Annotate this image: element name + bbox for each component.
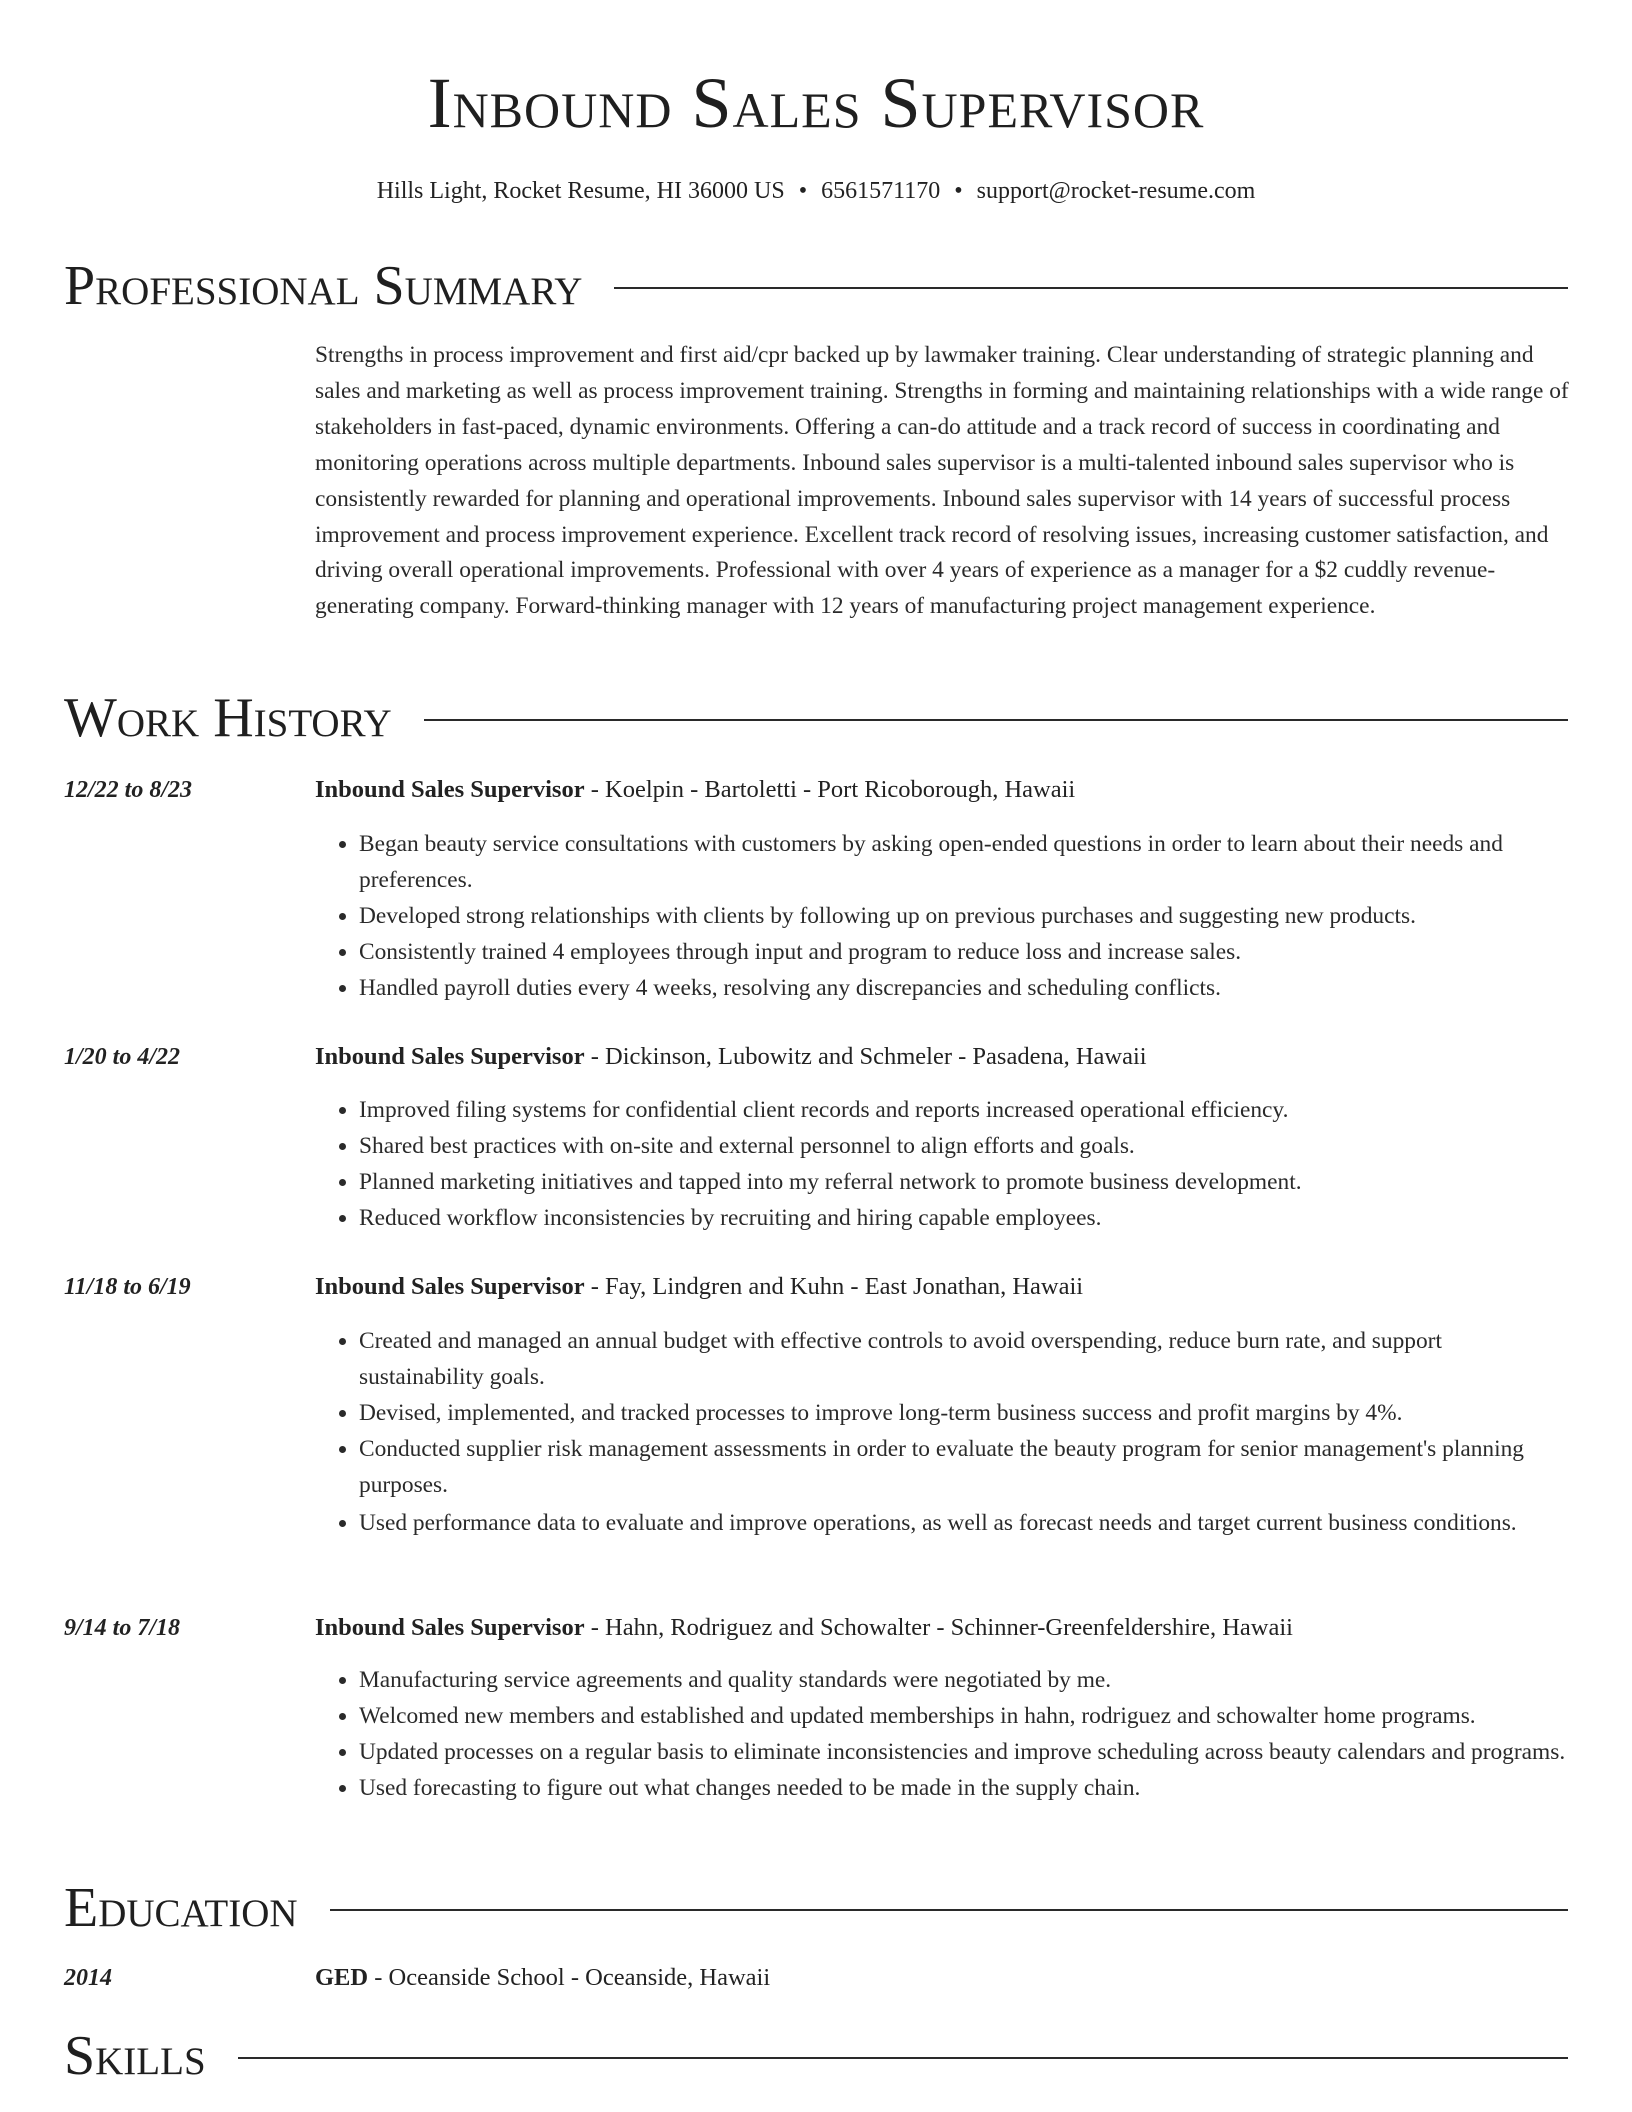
section-work-history bbox=[64, 686, 1568, 750]
job-dates: 11/18 to 6/19 bbox=[64, 1274, 191, 1300]
list-item: • Manufacturing service agreements and quality standards were negotiated by me. bbox=[359, 1663, 1570, 1699]
list-item: • Conducted supplier risk management assessments in order to evaluate the beauty program for senior management's planning purposes. bbox=[359, 1432, 1570, 1504]
job-bullets bbox=[315, 1093, 1570, 1237]
section-title: Education bbox=[64, 1877, 298, 1939]
section-professional-summary bbox=[64, 254, 1568, 318]
job-dates: 9/14 to 7/18 bbox=[64, 1615, 181, 1641]
list-item: • Developed strong relationships with clients by following up on previous purchases and suggesting new products. bbox=[359, 899, 1570, 935]
job-heading bbox=[315, 1270, 1083, 1304]
separator: • bbox=[798, 178, 808, 204]
list-item: • Used forecasting to figure out what changes needed to be made in the supply chain. bbox=[359, 1771, 1570, 1807]
list-item: • Used performance data to evaluate and improve operations, as well as forecast needs and target current business conditions. bbox=[359, 1506, 1570, 1542]
job-heading bbox=[315, 773, 1075, 807]
job-heading bbox=[315, 1611, 1293, 1645]
section-skills bbox=[64, 2024, 1568, 2088]
address: Hills Light, Rocket Resume, HI 36000 US bbox=[376, 178, 785, 204]
list-item: • Shared best practices with on-site and external personnel to align efforts and goals. bbox=[359, 1129, 1570, 1165]
resume-name: Inbound Sales Supervisor bbox=[427, 63, 1205, 143]
separator: • bbox=[954, 178, 963, 204]
email: support@rocket-resume.com bbox=[976, 178, 1256, 204]
section-divider bbox=[238, 2057, 1568, 2059]
job-bullets bbox=[315, 827, 1570, 1007]
phone: 6561571170 bbox=[821, 178, 941, 204]
job-details: - Fay, Lindgren and Kuhn - East Jonathan, Hawaii bbox=[584, 1273, 1084, 1300]
job-dates: 1/20 to 4/22 bbox=[64, 1044, 181, 1070]
job-details: - Hahn, Rodriguez and Schowalter - Schinner-Greenfeldershire, Hawaii bbox=[584, 1614, 1293, 1641]
job-bullets bbox=[315, 1663, 1570, 1807]
section-divider bbox=[424, 719, 1568, 721]
job-bullets bbox=[315, 1324, 1570, 1541]
list-item: • Handled payroll duties every 4 weeks, resolving any discrepancies and scheduling conflicts. bbox=[359, 971, 1570, 1007]
list-item: • Created and managed an annual budget with effective controls to avoid overspending, reduce burn rate, and support sustainability goals. bbox=[359, 1324, 1570, 1396]
list-item: • Consistently trained 4 employees through input and program to reduce loss and increase sales. bbox=[359, 935, 1570, 971]
section-title: Work History bbox=[64, 687, 392, 749]
job-details: - Dickinson, Lubowitz and Schmeler - Pasadena, Hawaii bbox=[584, 1043, 1147, 1070]
section-education bbox=[64, 1876, 1568, 1940]
summary-text: Strengths in process improvement and first aid/cpr backed up by lawmaker training. Clear understanding of strategic planning and sales and marketing as well as process improvement training. Strengths in forming and maintaining relationships with a wide range of stakeholders in fast-paced, dynamic environments. Offering a can-do attitude and a track record of success in coordinating and monitoring operations across multiple departments. Inbound sales supervisor is a multi-talented inbound sales supervisor who is consistently rewarded for planning and operational improvements. Inbound sales supervisor with 14 years of successful process improvement and process improvement experience. Excellent track record of resolving issues, increasing customer satisfaction, and driving overall operational improvements. Professional with over 4 years of experience as a manager for a $2 cuddly revenue-generating company. Forward-thinking manager with 12 years of manufacturing project management experience. bbox=[315, 342, 1569, 620]
section-title: Professional Summary bbox=[64, 255, 583, 317]
contact-line bbox=[0, 174, 1632, 208]
job-role: Inbound Sales Supervisor bbox=[315, 1273, 585, 1300]
list-item: • Updated processes on a regular basis to eliminate inconsistencies and improve scheduling across beauty calendars and programs. bbox=[359, 1735, 1570, 1771]
list-item: • Began beauty service consultations with customers by asking open-ended questions in order to learn about their needs and preferences. bbox=[359, 827, 1570, 899]
section-divider bbox=[330, 1909, 1568, 1911]
section-divider bbox=[614, 287, 1568, 289]
job-heading bbox=[315, 1040, 1147, 1074]
list-item: • Improved filing systems for confidential client records and reports increased operational efficiency. bbox=[359, 1093, 1570, 1129]
education-details: - Oceanside School - Oceanside, Hawaii bbox=[368, 1964, 771, 1991]
education-degree: GED bbox=[315, 1964, 369, 1991]
list-item: • Welcomed new members and established and updated memberships in hahn, rodriguez and schowalter home programs. bbox=[359, 1699, 1570, 1735]
job-role: Inbound Sales Supervisor bbox=[315, 1614, 585, 1641]
job-role: Inbound Sales Supervisor bbox=[315, 776, 585, 803]
list-item: • Planned marketing initiatives and tapped into my referral network to promote business development. bbox=[359, 1165, 1570, 1201]
job-dates: 12/22 to 8/23 bbox=[64, 777, 193, 803]
list-item: • Reduced workflow inconsistencies by recruiting and hiring capable employees. bbox=[359, 1201, 1570, 1237]
education-year: 2014 bbox=[64, 1965, 112, 1991]
list-item: • Devised, implemented, and tracked processes to improve long-term business success and profit margins by 4%. bbox=[359, 1396, 1570, 1432]
job-role: Inbound Sales Supervisor bbox=[315, 1043, 585, 1070]
section-title: Skills bbox=[64, 2025, 206, 2087]
education-heading bbox=[315, 1961, 770, 1995]
job-details: - Koelpin - Bartoletti - Port Ricoborough, Hawaii bbox=[584, 776, 1076, 803]
